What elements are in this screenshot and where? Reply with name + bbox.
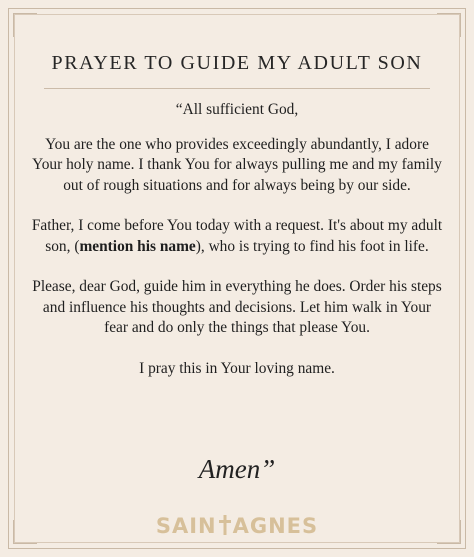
prayer-body [30,100,444,399]
cross-icon [219,514,231,538]
logo-text-end: AGNES [232,514,319,538]
prayer-paragraph-4: I pray this in Your loving name. [139,359,335,377]
prayer-paragraph-2 [30,216,444,257]
page-title: PRAYER TO GUIDE MY ADULT SON [51,52,423,74]
prayer-opening: “All sufficient God, [175,101,299,118]
name-placeholder: mention his name [79,237,196,255]
logo-text-start: SAIN [155,514,217,538]
prayer-paragraph-2-end: ), who is trying to find his foot in life. [195,237,429,255]
prayer-paragraph-2-start: Father, I come before You today with a request. It's about my adult son, ( [31,217,443,255]
prayer-paragraph-3: Please, dear God, guide him in everything he does. Order his steps and influence his thoughts and decisions. Let him walk in Your fear and do only the things that please You. [32,278,442,336]
prayer-closing: Amen” [198,454,276,484]
saint-agnes-logo [0,514,474,538]
prayer-paragraph-1: You are the one who provides exceedingly abundantly, I adore Your holy name. I thank You for always pulling me and my family out of rough situations and for always being by our side. [32,135,442,194]
title-divider [44,88,430,89]
